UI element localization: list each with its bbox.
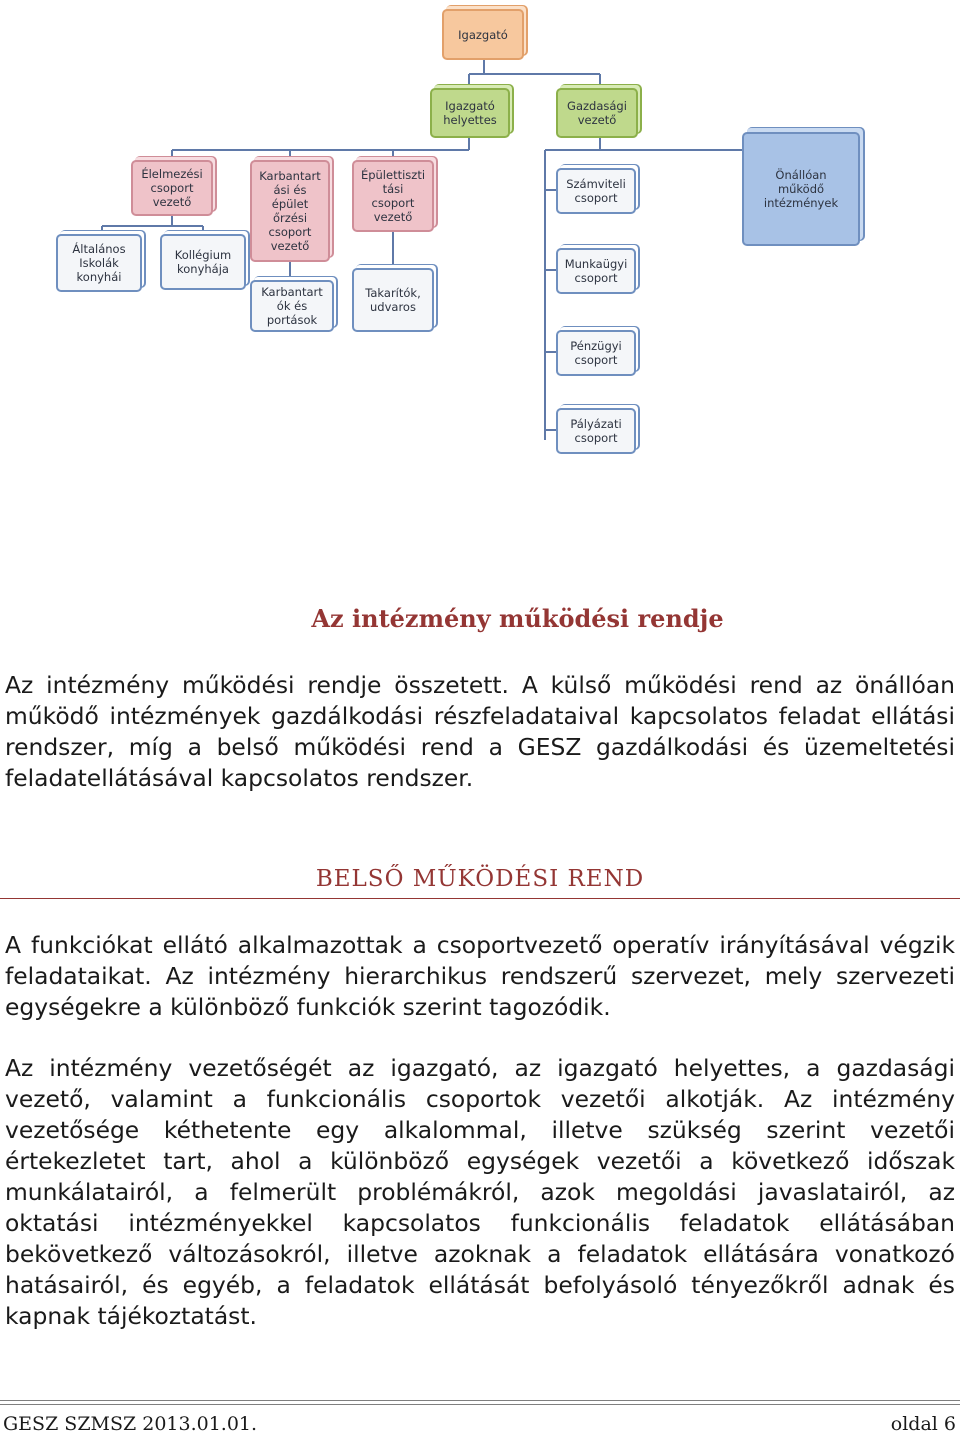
org-node-igazgato: Igazgató: [442, 9, 524, 60]
org-node-takaritok-udvaros: Takarítók, udvaros: [352, 268, 434, 332]
section-divider: [0, 898, 960, 899]
footer-page-number: oldal 6: [890, 1413, 956, 1435]
paragraph-functions: A funkciókat ellátó alkalmazottak a csoportvezető operatív irányításával végzik feladataikat. Az intézmény hierarchikus rendszerű szervezet, mely szervezeti egységekre a különböző funkciók szerint tagozódik.: [5, 931, 955, 1021]
section-title: BELSŐ MŰKÖDÉSI REND: [315, 866, 645, 892]
footer-divider: [0, 1400, 960, 1405]
org-node-szamviteli-csoport: Számviteli csoport: [556, 168, 636, 214]
footer-document-id: GESZ SZMSZ 2013.01.01.: [3, 1413, 258, 1435]
org-node-onalloan-mukodo-intezmenyek: Önállóan működő intézmények: [742, 132, 860, 246]
paragraph-leadership: Az intézmény vezetőségét az igazgató, az igazgató helyettes, a gazdasági vezető, valamint a funkcionális csoportok vezetői alkotják. Az intézmény vezetősége kéthetente egy alkalommal, illetve szükség szerint vezetői értekezletet tart, ahol a különböző egységek vezetői a következő időszak munkálatairól, a felmerült problémákról, azok megoldási javaslatairól, az oktatási intézményekkel kapcsolatos funkcionális feladatok ellátásában bekövetkező változásokról, illetve azoknak a feladatok ellátására vonatkozó hatásairól, és egyéb, a feladatok ellátását befolyásoló tényezőkről adnak és kapnak tájékoztatást.: [5, 1054, 955, 1330]
org-node-igazgato-helyettes: Igazgató helyettes: [430, 88, 510, 138]
page-heading: Az intézmény működési rendje: [311, 604, 724, 633]
intro-paragraph: Az intézmény működési rendje összetett. A külső működési rend az önállóan működő intézmények gazdálkodási részfeladataival kapcsolatos feladat ellátási rendszer, míg a belső működési rend a GESZ gazdálkodási és üzemeltetési feladatellátásával kapcsolatos rendszer.: [5, 671, 955, 792]
org-node-altalanos-iskolak-konyhai: Általános Iskolák konyhái: [56, 234, 142, 292]
org-node-karbantartok-portasok: Karbantart ók és portások: [250, 280, 334, 332]
org-node-palyazati-csoport: Pályázati csoport: [556, 408, 636, 454]
org-node-gazdasagi-vezeto: Gazdasági vezető: [556, 88, 638, 138]
org-node-penzugyi-csoport: Pénzügyi csoport: [556, 330, 636, 376]
org-node-elelmezesi-csoport: Élelmezési csoport vezető: [131, 160, 213, 216]
org-node-munkaugyi-csoport: Munkaügyi csoport: [556, 248, 636, 294]
org-node-epulettisztitasi-csoport: Épülettiszti tási csoport vezető: [352, 160, 434, 232]
org-chart: [0, 0, 960, 470]
org-node-karbantartasi-csoport: Karbantart ási és épület őrzési csoport vezető: [250, 160, 330, 262]
org-node-kollegium-konyhaja: Kollégium konyhája: [160, 234, 246, 290]
